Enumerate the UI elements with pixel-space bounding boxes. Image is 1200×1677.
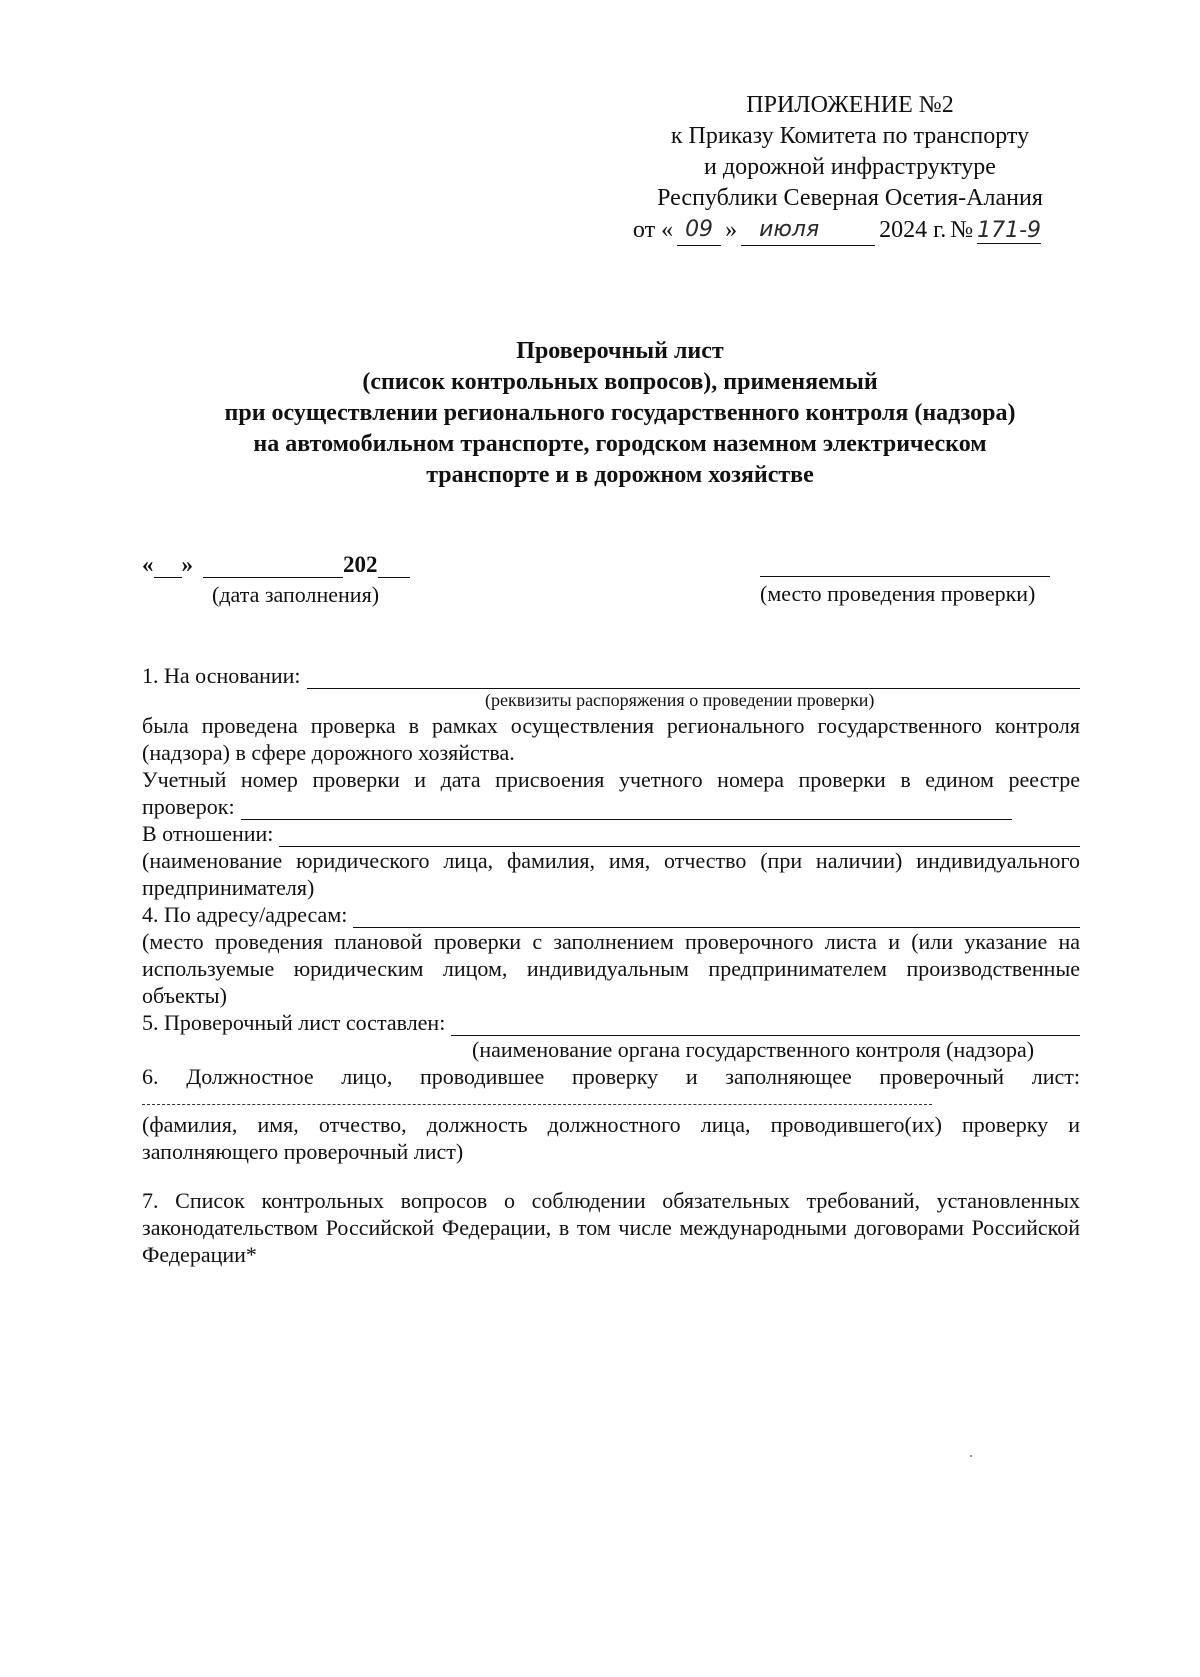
account-blank[interactable] [241, 799, 1012, 820]
title-line-1: Проверочный лист [516, 338, 724, 364]
appendix-line-2: и дорожной инфраструктуре [704, 154, 996, 180]
document-body [142, 662, 1080, 1268]
appendix-heading: ПРИЛОЖЕНИЕ №2 [746, 92, 954, 118]
item-4-label: 4. По адресу/адресам: [142, 902, 348, 927]
appendix-date-line [620, 214, 1080, 246]
regard-caption: (наименование юридического лица, фамилия, имя, отчество (при наличии) индивидуального предпринимателя) [142, 848, 1080, 900]
title-line-3: при осуществлении регионального государственного контроля (надзора) [224, 400, 1016, 426]
fill-place-caption: (место проведения проверки) [760, 581, 1036, 606]
number-prefix: № [950, 217, 974, 243]
date-close-quote: » [725, 217, 738, 243]
item-1-label: 1. На основании: [142, 663, 301, 688]
appendix-line-1: к Приказу Комитета по транспорту [670, 123, 1030, 149]
item-1-row [142, 662, 1080, 689]
item-4-row [142, 901, 1080, 928]
item-6-caption: (фамилия, имя, отчество, должность должностного лица, проводившего(их) проверку и заполняющего проверочный лист) [142, 1112, 1080, 1164]
item-1-text: была проведена проверка в рамках осуществления регионального государственного контроля (надзора) в сфере дорожного хозяйства. [142, 713, 1080, 765]
handwritten-number [977, 215, 1067, 246]
account-label: проверок: [142, 794, 235, 819]
fill-date-row [142, 552, 442, 578]
title-line-4: на автомобильном транспорте, городском наземном электрическом [253, 431, 987, 457]
fill-date-year: 202 [343, 552, 378, 577]
regard-blank[interactable] [279, 826, 1080, 847]
fill-date-caption: (дата заполнения) [212, 582, 380, 607]
account-row [142, 793, 1012, 820]
appendix-header [620, 90, 1080, 246]
item-6-text: 6. Должностное лицо, проводившее проверку и заполняющее проверочный лист: [142, 1064, 1080, 1089]
item-6-blank[interactable] [142, 1090, 932, 1105]
fill-place-block [760, 552, 1060, 607]
title-line-2: (список контрольных вопросов), применяемый [362, 369, 878, 395]
handwritten-month: июля [741, 214, 875, 246]
item-5-row [142, 1009, 1080, 1036]
item-1-blank[interactable] [307, 668, 1080, 689]
document-title [150, 336, 1090, 491]
handwritten-number-value: 171-9 [977, 218, 1042, 243]
fill-date-block [142, 552, 442, 608]
fill-place-blank[interactable] [760, 552, 1050, 577]
fill-day-blank[interactable] [154, 555, 182, 578]
item-7-text: 7. Список контрольных вопросов о соблюдении обязательных требований, установленных законодательством Российской Федерации, в том числе международными договорами Российской Федерации* [142, 1188, 1080, 1267]
title-line-5: транспорте и в дорожном хозяйстве [426, 462, 814, 488]
account-text: Учетный номер проверки и дата присвоения учетного номера проверки в едином реестре [142, 767, 1080, 792]
date-prefix: от « [632, 217, 674, 243]
fill-date-open-quote: « [142, 552, 154, 577]
item-4-blank[interactable] [353, 907, 1080, 928]
handwritten-day: 09 [677, 214, 721, 246]
regard-label: В отношении: [142, 821, 274, 846]
fill-date-close-quote: » [181, 552, 193, 577]
regard-row [142, 820, 1080, 847]
scan-speck [970, 1455, 972, 1457]
fill-month-blank[interactable] [203, 555, 343, 578]
item-5-label: 5. Проверочный лист составлен: [142, 1010, 446, 1035]
date-year: 2024 г. [879, 217, 947, 243]
fill-year-blank[interactable] [378, 555, 410, 578]
item-1-caption: (реквизиты распоряжения о проведении проверки) [485, 690, 875, 710]
appendix-line-3: Республики Северная Осетия-Алания [657, 185, 1043, 211]
item-4-caption: (место проведения плановой проверки с заполнением проверочного листа и (или указание на используемые юридическим лицом, индивидуальным предпринимателем производственные объекты) [142, 929, 1080, 1008]
item-5-caption: (наименование органа государственного контроля (надзора) [472, 1037, 1035, 1062]
item-5-blank[interactable] [451, 1015, 1080, 1036]
